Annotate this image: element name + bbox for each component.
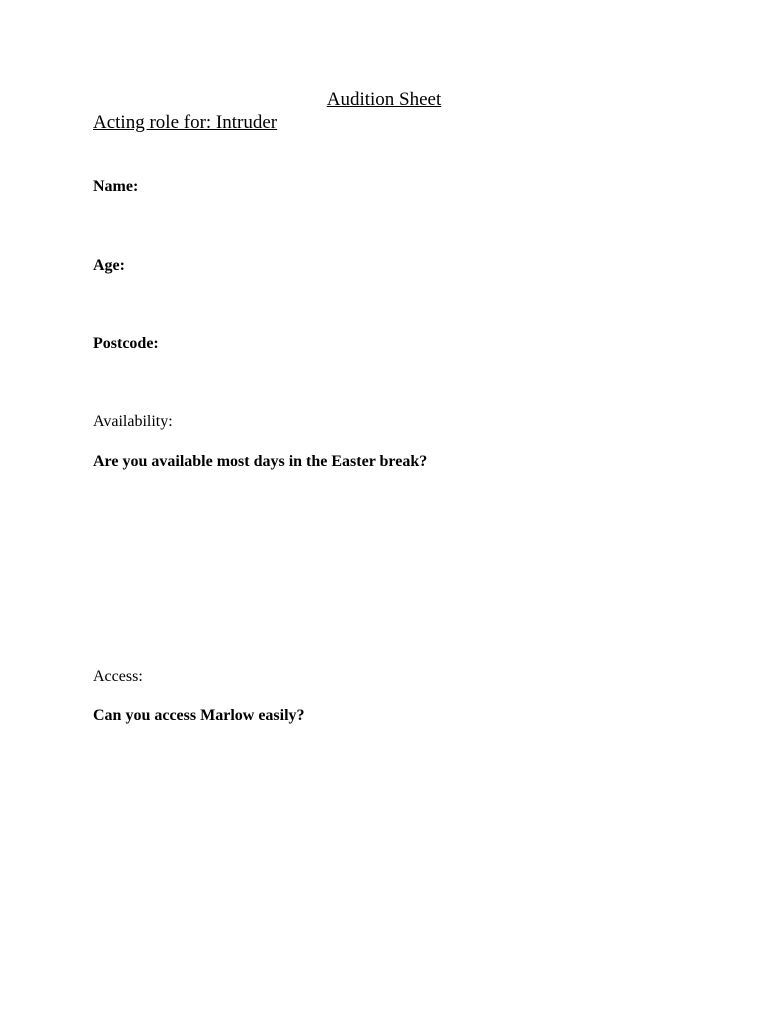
access-label: Access: xyxy=(93,668,143,685)
page-title-text: Audition Sheet xyxy=(326,89,442,110)
postcode-label: Postcode: xyxy=(93,335,159,352)
name-label: Name: xyxy=(93,178,139,195)
availability-label: Availability: xyxy=(93,413,173,430)
role-subtitle: Acting role for: Intruder xyxy=(93,112,278,133)
availability-question: Are you available most days in the Easter break? xyxy=(93,453,428,470)
age-label: Age: xyxy=(93,257,125,274)
access-question: Can you access Marlow easily? xyxy=(93,707,305,724)
page-title xyxy=(0,90,768,109)
